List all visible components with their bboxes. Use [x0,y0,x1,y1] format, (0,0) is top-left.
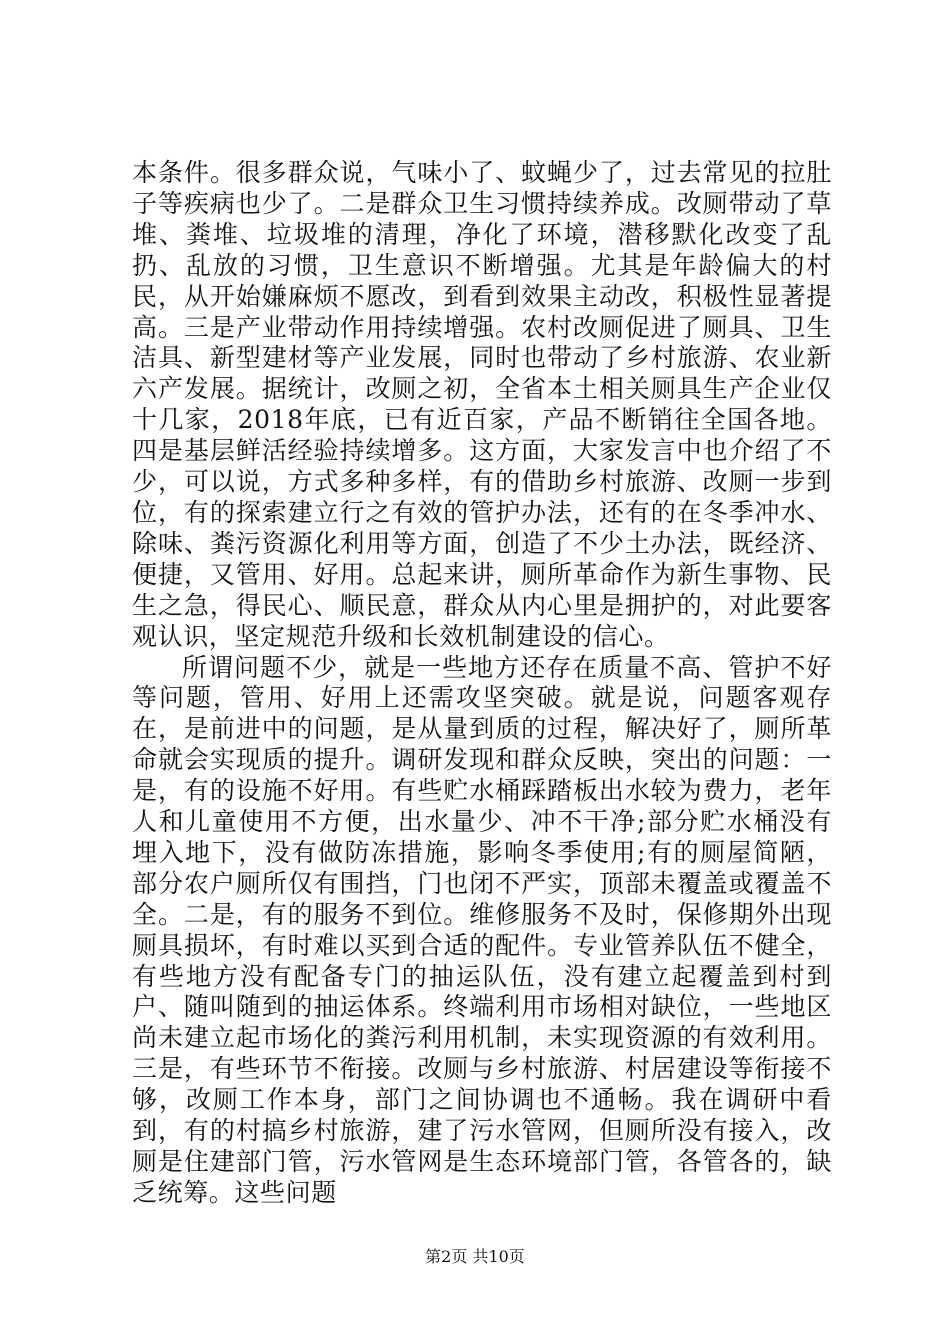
paragraph-2: 所谓问题不少，就是一些地方还存在质量不高、管护不好等问题，管用、好用上还需攻坚突破。就是说，问题客观存在，是前进中的问题，是从量到质的过程，解决好了，厕所革命就会实现质的提升。调研发现和群众反映，突出的问题：一是，有的设施不好用。有些贮水桶踩踏板出水较为费力，老年人和儿童使用不方便，出水量少、冲不干净;部分贮水桶没有埋入地下，没有做防冻措施，影响冬季使用;有的厕屋简陋，部分农户厕所仅有围挡，门也闭不严实，顶部未覆盖或覆盖不全。二是，有的服务不到位。维修服务不及时，保修期外出现厕具损坏，有时难以买到合适的配件。专业管养队伍不健全，有些地方没有配备专门的抽运队伍，没有建立起覆盖到村到户、随叫随到的抽运体系。终端利用市场相对缺位，一些地区尚未建立起市场化的粪污利用机制，未实现资源的有效利用。三是，有些环节不衔接。改厕与乡村旅游、村居建设等衔接不够，改厕工作本身，部门之间协调也不通畅。我在调研中看到，有的村搞乡村旅游，建了污水管网，但厕所没有接入，改厕是住建部门管，污水管网是生态环境部门管，各管各的，缺乏统筹。这些问题 [132,652,832,1207]
paragraph-1: 本条件。很多群众说，气味小了、蚊蝇少了，过去常见的拉肚子等疾病也少了。二是群众卫生习惯持续养成。改厕带动了草堆、粪堆、垃圾堆的清理，净化了环境，潜移默化改变了乱扔、乱放的习惯，卫生意识不断增强。尤其是年龄偏大的村民，从开始嫌麻烦不愿改，到看到效果主动改，积极性显著提高。三是产业带动作用持续增强。农村改厕促进了厕具、卫生洁具、新型建材等产业发展，同时也带动了乡村旅游、农业新六产发展。据统计，改厕之初，全省本土相关厕具生产企业仅十几家，2018年底，已有近百家，产品不断销往全国各地。四是基层鲜活经验持续增多。这方面，大家发言中也介绍了不少，可以说，方式多种多样，有的借助乡村旅游、改厕一步到位，有的探索建立行之有效的管护办法，还有的在冬季冲水、除味、粪污资源化利用等方面，创造了不少土办法，既经济、便捷，又管用、好用。总起来讲，厕所革命作为新生事物、民生之急，得民心、顺民意，群众从内心里是拥护的，对此要客观认识，坚定规范升级和长效机制建设的信心。 [132,158,832,651]
document-body [132,158,832,1209]
page-number: 第2页 共10页 [425,1247,525,1266]
page-footer [0,1244,950,1267]
